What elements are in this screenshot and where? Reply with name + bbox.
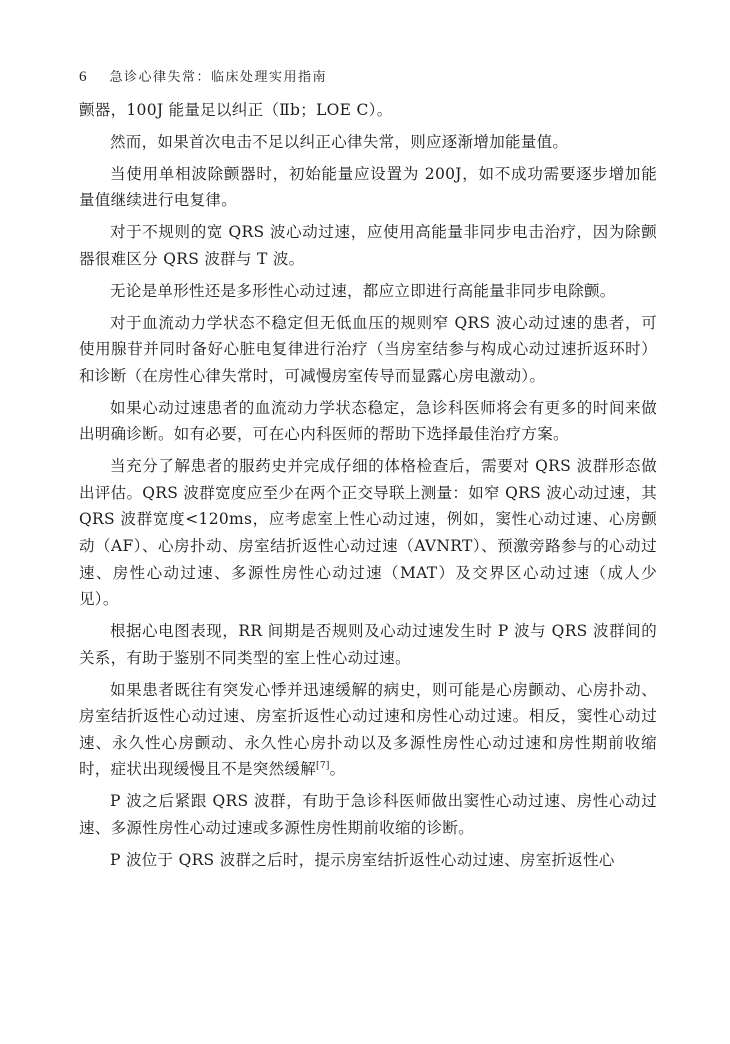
paragraph: 根据心电图表现，RR 间期是否规则及心动过速发生时 P 波与 QRS 波群间的关系，有助于鉴别不同类型的室上性心动过速。 bbox=[79, 622, 657, 667]
paragraph-tail: 。 bbox=[329, 760, 346, 779]
running-title: 急诊心律失常：临床处理实用指南 bbox=[109, 70, 327, 85]
paragraph: 然而，如果首次电击不足以纠正心律失常，则应逐渐增加能量值。 bbox=[110, 132, 569, 151]
page-number: 6 bbox=[79, 69, 87, 85]
page-header bbox=[79, 66, 651, 88]
paragraph: 对于血流动力学状态不稳定但无低血压的规则窄 QRS 波心动过速的患者，可使用腺苷并同时备好心脏电复律进行治疗（当房室结参与构成心动过速折返环时）和诊断（在房性心律失常时，可减慢房室传导而显露心房电激动）。 bbox=[79, 313, 657, 385]
paragraph: 无论是单形性还是多形性心动过速，都应立即进行高能量非同步电除颤。 bbox=[110, 281, 616, 300]
body-text bbox=[79, 97, 657, 879]
citation-marker: [7] bbox=[316, 761, 330, 772]
paragraph: 当充分了解患者的服药史并完成仔细的体格检查后，需要对 QRS 波群形态做出评估。QRS 波群宽度应至少在两个正交导联上测量：如窄 QRS 波心动过速，其 QRS 波群宽度<120ms，应考虑室上性心动过速，例如，窦性心动过速、心房颤动（AF）、心房扑动、房室结折返性心动过速（AVNRT）、预激旁路参与的心动过速、房性心动过速、多源性房性心动过速（MAT）及交界区心动过速（成人少见）。 bbox=[79, 457, 657, 609]
paragraph-body: 如果患者既往有突发心悸并迅速缓解的病史，则可能是心房颤动、心房扑动、房室结折返性心动过速、房室折返性心动过速和房性心动过速。相反，窦性心动过速、永久性心房颤动、永久性心房扑动以及多源性房性心动过速和房性期前收缩时，症状出现缓慢且不是突然缓解 bbox=[79, 680, 657, 779]
paragraph-with-citation bbox=[79, 677, 657, 783]
paragraph: 对于不规则的宽 QRS 波心动过速，应使用高能量非同步电击治疗，因为除颤器很难区分 QRS 波群与 T 波。 bbox=[79, 223, 657, 268]
paragraph: 当使用单相波除颤器时，初始能量应设置为 200J，如不成功需要逐步增加能量值继续进行电复律。 bbox=[79, 164, 657, 210]
paragraph: 如果心动过速患者的血流动力学状态稳定，急诊科医师将会有更多的时间来做出明确诊断。如有必要，可在心内科医师的帮助下选择最佳治疗方案。 bbox=[79, 398, 657, 444]
paragraph: 颤器，100J 能量足以纠正（Ⅱb；LOE C）。 bbox=[79, 101, 393, 119]
paragraph: P 波之后紧跟 QRS 波群，有助于急诊科医师做出窦性心动过速、房性心动过速、多源性房性心动过速或多源性房性期前收缩的诊断。 bbox=[79, 792, 657, 837]
paragraph: P 波位于 QRS 波群之后时，提示房室结折返性心动过速、房室折返性心 bbox=[110, 850, 615, 869]
